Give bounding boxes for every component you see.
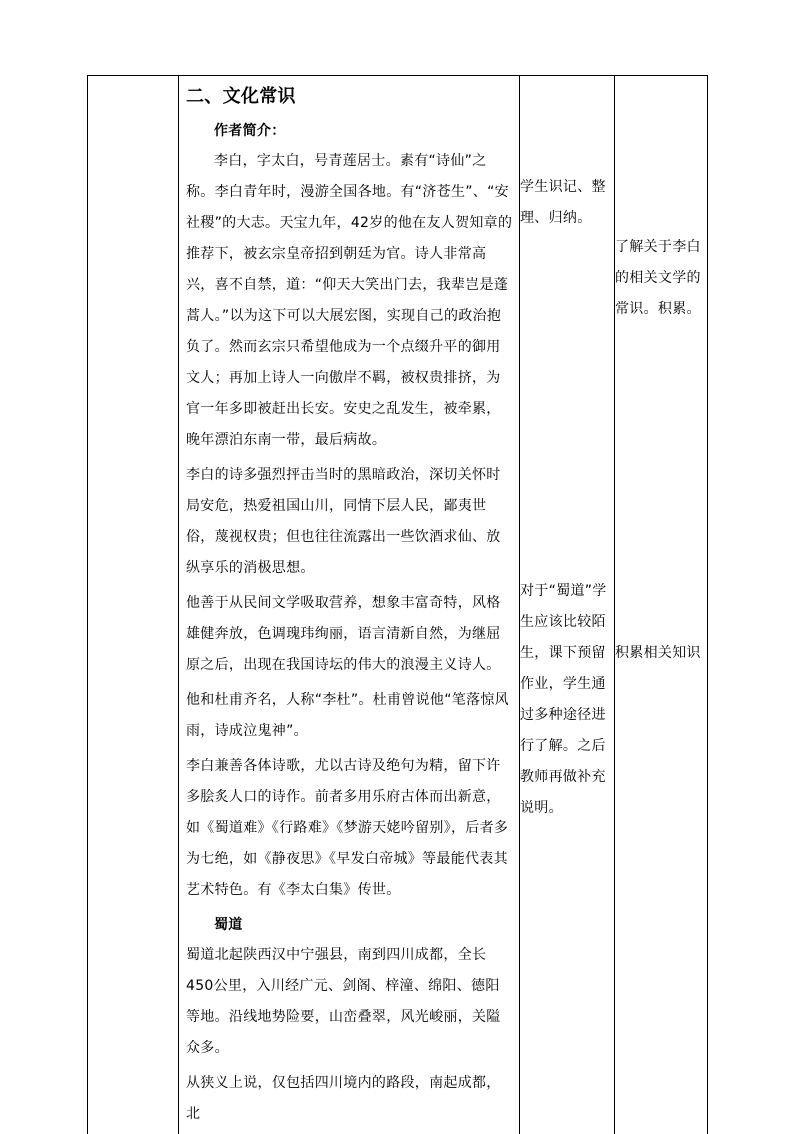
student-activity-cell <box>520 76 615 1134</box>
table-row <box>88 76 708 1134</box>
design-intent-1: 了解关于李白的相关文学的常识。积累。 <box>615 232 707 325</box>
author-heading: 作者简介： <box>186 116 513 146</box>
blank-label-cell <box>88 76 179 1134</box>
design-intent-cell <box>615 76 708 1134</box>
lesson-plan-table <box>87 75 708 1134</box>
author-paragraph-5: 李白兼善各体诗歌，尤以古诗及绝句为精，留下许多脍炙人口的诗作。前者多用乐府古体而出新意，如《蜀道难》《行路难》《梦游天姥吟留别》，后者多为七绝，如《静夜思》《早发白帝城》等最能代表其艺术特色。有《李太白集》传世。 <box>186 751 513 906</box>
section-title: 二、文化常识 <box>186 82 513 112</box>
shudao-heading: 蜀道 <box>186 910 513 940</box>
student-activity-2: 对于“蜀道”学生应该比较陌生，课下预留作业，学生通过多种途径进行了解。之后教师再做补充说明。 <box>520 576 614 824</box>
shudao-paragraph-1: 蜀道北起陕西汉中宁强县，南到四川成都，全长450公里，入川经广元、剑阁、梓潼、绵阳、德阳等地。沿线地势险要，山峦叠翠，风光峻丽，关隘众多。 <box>186 940 513 1064</box>
student-activity-1: 学生识记、整理、归纳。 <box>520 172 614 234</box>
author-paragraph-1: 李白，字太白，号青莲居士。素有“诗仙”之称。李白青年时，漫游全国各地。有“济苍生”、“安社稷”的大志。天宝九年，42岁的他在友人贺知章的推荐下，被玄宗皇帝招到朝廷为官。诗人非常高兴，喜不自禁，道：“仰天大笑出门去，我辈岂是蓬蒿人。”以为这下可以大展宏图，实现自己的政治抱负了。然而玄宗只希望他成为一个点缀升平的御用文人；再加上诗人一向傲岸不羁，被权贵排挤，为官一年多即被赶出长安。安史之乱发生，被牵累，晚年漂泊东南一带，最后病故。 <box>186 146 513 456</box>
author-paragraph-4: 他和杜甫齐名，人称“李杜”。杜甫曾说他“笔落惊风雨，诗成泣鬼神”。 <box>186 685 513 747</box>
shudao-paragraph-2: 从狭义上说，仅包括四川境内的路段，南起成都，北 <box>186 1068 513 1130</box>
author-paragraph-3: 他善于从民间文学吸取营养，想象丰富奇特，风格雄健奔放，色调瑰玮绚丽，语言清新自然，为继屈原之后，出现在我国诗坛的伟大的浪漫主义诗人。 <box>186 588 513 681</box>
author-paragraph-2: 李白的诗多强烈抨击当时的黑暗政治，深切关怀时局安危，热爱祖国山川，同情下层人民，鄙夷世俗，蔑视权贵；但也往往流露出一些饮酒求仙、放纵享乐的消极思想。 <box>186 460 513 584</box>
design-intent-2: 积累相关知识 <box>615 638 707 669</box>
teaching-content-cell <box>179 76 520 1134</box>
